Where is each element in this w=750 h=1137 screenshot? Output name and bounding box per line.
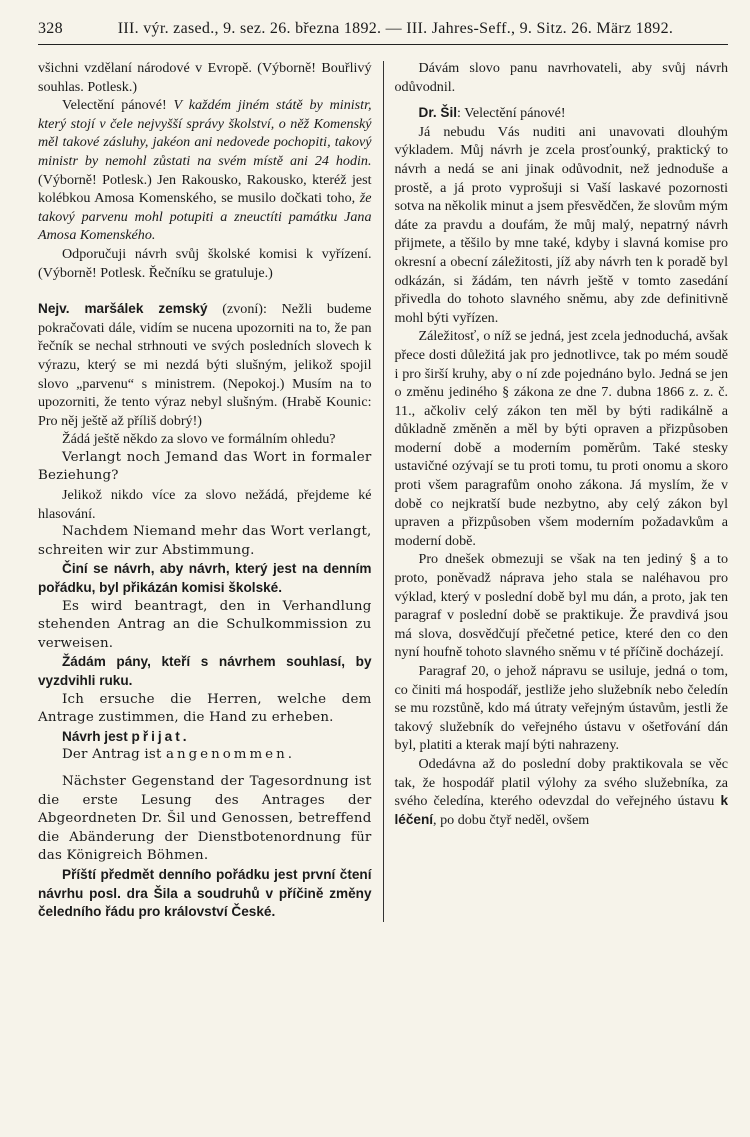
german-paragraph: Es wird beantragt, den in Verhandlung stehenden Antrag an die Schulkommission zu verweisen. — [38, 598, 372, 651]
text: (Výborně! Potlesk.) Jen Rakousko, Rakousko, kteréž jest kolébkou Amosa Komenského, se musilo dočkati toho, — [38, 171, 372, 207]
paragraph: Jelikož nikdo více za slovo nežádá, přejdeme ké hlasování. — [38, 487, 372, 522]
spaced-text: angenommen. — [166, 747, 295, 763]
page-number: 328 — [38, 20, 63, 37]
german-paragraph: Verlangt noch Jemand das Wort in formaler Beziehung? — [38, 449, 372, 484]
paragraph — [395, 104, 729, 123]
paragraph: všichni vzdělaní národové v Evropě. (Výborně! Bouřlivý souhlas. Potlesk.) — [38, 60, 372, 95]
italic-text: V každém jiném státě by ministr, který stojí v čele nejvyšší správy školství, o něž Komenský měl takové zásluhy, jakéon ani nedovede pochopiti, takový ministr by nemohl zůstati na svém místě ani 24 hodin. — [38, 97, 372, 169]
text: : Velectění pánové! — [457, 105, 566, 122]
right-column — [384, 59, 729, 922]
text: Návrh jest — [62, 728, 132, 744]
bold-paragraph: Příští předmět denního pořádku jest první čtení návrhu posl. dra Šila a soudruhů v příčině změny čeledního řádu pro království České. — [38, 866, 372, 920]
german-paragraph — [38, 746, 372, 765]
text: , po dobu čtyř neděl, ovšem — [433, 811, 590, 828]
german-paragraph: Nächster Gegenstand der Tagesordnung ist die erste Lesung des Antrages der Abgeordneten Dr. Šil und Genossen, betreffend die Abänderung der Dienstbotenordnung für das Königreich Böhmen. — [38, 773, 372, 864]
german-paragraph: Nachdem Niemand mehr das Wort verlangt, schreiten wir zur Abstimmung. — [38, 524, 372, 558]
bold-paragraph: Žádám pány, kteří s návrhem souhlasí, by vyzdvihli ruku. — [38, 654, 372, 688]
paragraph: Paragraf 20, o jehož nápravu se usiluje, jedná o tom, co činiti má hospodář, jestliže jeho služebník nebo čeledín se mu rozstůně, kdo má útraty veřejným ústavům, jestli že takový služebník do veřejného ústavu v ošetřování dán byl, platiti a kterak mají býti nahrazeny. — [394, 663, 729, 754]
page-header — [38, 20, 728, 45]
paragraph: Žádá ještě někdo za slovo ve formálním ohledu? — [62, 431, 336, 448]
bold-text: k léčení — [394, 793, 729, 827]
paragraph: Záležitosť, o níž se jedná, jest zcela jednoduchá, avšak přece dosti důležitá jak pro jednotlivce, tak po mém soudě i pro širší kruhy, aby o ní zde pojednáno bylo. Jedná se jen o změnu jediného § zákona ze dne 7. dubna 1866 z. z. č. 11., ačkoliv celý zákon ten měl by býti radikálně a důkladně změněn a měl by býti opraven a přizpůsoben moderní době a moderním poměrům. Také stesky ustavičné ozývají se tu proti tomu, tu proti onomu a skoro proti všem paragrafům onoho zákona. Já myslím, že v době co nejkratší bude nezbytno, aby celý zákon byl upraven a přizpůsoben všem moderním požadavkům a moderní době. — [394, 328, 729, 549]
text: Velectění pánové! — [62, 97, 174, 114]
paragraph — [38, 96, 372, 245]
left-column — [38, 59, 383, 922]
paragraph: Pro dnešek obmezuji se však na ten jediný § a to proto, poněvadž náprava jeho stala se naléhavou pro výklad, který v poslední době byl mu dán, a proto, jak ten paragraf v poslední době se praktikuje. Že pravdivá jsou má slova, dosvědčují přečetné petice, které den co den nyní houfně tohoto slavného sněmu v té příčině docházejí. — [394, 551, 729, 661]
bold-paragraph: Činí se návrh, aby návrh, který jest na denním pořádku, byl přikázán komisi školské. — [38, 561, 372, 596]
bold-paragraph — [38, 728, 372, 747]
text: Odedávna až do poslední doby praktikovala se věc tak, že hospodář platil výlohy za svého služebníka, za svého čeledína, kterého odevzdal do veřejného ústavu — [394, 755, 729, 810]
speaker-name: Dr. Šil — [418, 105, 458, 121]
paragraph — [395, 755, 729, 829]
spaced-text: přijat. — [131, 728, 190, 744]
text: Der Antrag ist — [62, 747, 166, 763]
german-paragraph: Ich ersuche die Herren, welche dem Antrage zustimmen, die Hand zu erheben. — [38, 691, 372, 726]
speaker-name: Nejv. maršálek zemský — [38, 301, 208, 317]
text: (zvoní): Nežli budeme pokračovati dále, vidím se nucena upozorniti na to, že pan řečník se nechal strhnouti ve svých posledních slovech k výrazu, který se mi nezdá býti slušným, jelikož spojil slovo „parvenu“ s ministrem. (Nepokoj.) Musím na to upozorniti, že tento výraz nebyl slušným. (Hrabě Kounic: Pro něj ještě až příliš dobrý!) — [38, 301, 372, 429]
paragraph: Dávám slovo panu navrhovateli, aby svůj návrh odůvodnil. — [394, 60, 729, 95]
italic-text: že takový parvenu mohl potupiti a zneuctíti památku Jana Amosa Komenského. — [38, 190, 372, 244]
text-columns — [38, 59, 728, 922]
paragraph: Já nebudu Vás nuditi ani unavovati dlouhým výkladem. Můj návrh je zcela prosťounký, praktický to návrh a nedá se ani jinak odůvodnit, než jednoduše a prostě, a já proto vyprošuji si Vaší laskavé pozornosti sotva na několik minut a jsem přesvědčen, že slovům mým dáte za pravdu a doufám, že můj malý, nepatrný návrh přijmete, a těšilo by mne také, kdyby i slavná komise pro okresní a obecní záležitosti, jíž aby návrh ten k poradě byl odkázán, si žádám, ten návrh ještě v tomto zasedání přivedla do tohoto slavného sněmu, aby zde definitivně mohl býti vyřízen. — [394, 123, 729, 326]
page-header-title: III. výr. zased., 9. sez. 26. března 1892. — III. Jahres-Seff., 9. Sitz. 26. März 1892. — [117, 20, 674, 37]
paragraph — [38, 300, 372, 430]
paragraph: Odporučuji návrh svůj školské komisi k vyřízení. (Výborně! Potlesk. Řečníku se gratuluje.) — [38, 245, 372, 281]
